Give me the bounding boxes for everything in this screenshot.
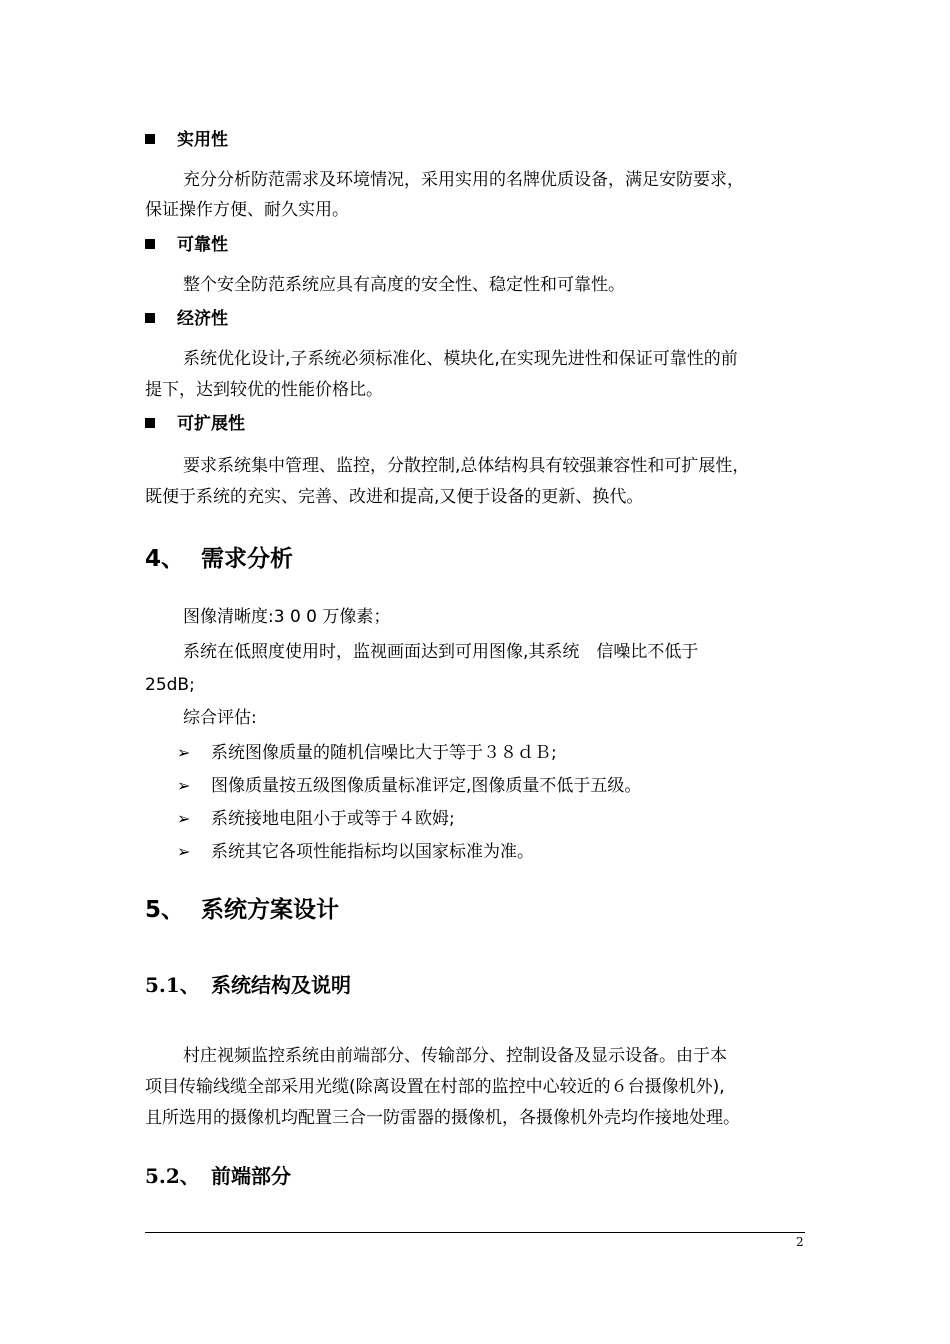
list-item: ➢ 系统图像质量的随机信噪比大于等于３８ｄＢ; [177,743,557,763]
paragraph-line: 既便于系统的充实、完善、改进和提高,又便于设备的更新、换代。 [145,487,644,507]
list-item: ➢ 系统其它各项性能指标均以国家标准为准。 [177,842,534,862]
paragraph-line: 整个安全防范系统应具有高度的安全性、稳定性和可靠性。 [183,275,625,295]
black-square-icon [145,134,155,144]
chapter-heading: 4、 需求分析 [145,546,293,572]
black-square-icon [145,239,155,249]
footer-divider [145,1232,805,1233]
section-heading: 5.1、 系统结构及说明 [145,973,351,997]
chapter-heading: 5、 系统方案设计 [145,897,339,923]
paragraph-line: 且所选用的摄像机均配置三合一防雷器的摄像机，各摄像机外壳均作接地处理。 [145,1108,740,1128]
paragraph-line: 提下，达到较优的性能价格比。 [145,380,383,400]
list-item: ➢ 图像质量按五级图像质量标准评定,图像质量不低于五级。 [177,776,642,796]
list-item: ➢ 系统接地电阻小于或等于４欧姆; [177,809,455,829]
paragraph-line: 项目传输线缆全部采用光缆(除离设置在村部的监控中心较近的６台摄像机外), [145,1077,725,1097]
arrowhead-icon: ➢ [177,776,191,795]
paragraph-line: 要求系统集中管理、监控，分散控制,总体结构具有较强兼容性和可扩展性， [183,456,750,476]
heading-economy: 经济性 [145,304,228,329]
paragraph-line: 村庄视频监控系统由前端部分、传输部分、控制设备及显示设备。由于本 [183,1046,727,1066]
paragraph-line: 系统优化设计,子系统必须标准化、模块化,在实现先进性和保证可靠性的前 [183,349,738,369]
paragraph-line: 25dB; [145,675,195,695]
black-square-icon [145,418,155,428]
black-square-icon [145,313,155,323]
heading-practicality: 实用性 [145,125,228,150]
heading-reliability: 可靠性 [145,230,228,255]
paragraph-line: 图像清晰度:3 0 0 万像素； [183,607,391,627]
section-heading: 5.2、 前端部分 [145,1164,291,1188]
page-number: 2 [796,1235,804,1249]
paragraph-line: 系统在低照度使用时，监视画面达到可用图像,其系统 信噪比不低于 [183,642,699,662]
arrowhead-icon: ➢ [177,743,191,762]
arrowhead-icon: ➢ [177,842,191,861]
paragraph-line: 充分分析防范需求及环境情况，采用实用的名牌优质设备，满足安防要求， [183,170,744,190]
arrowhead-icon: ➢ [177,809,191,828]
paragraph-line: 保证操作方便、耐久实用。 [145,200,349,220]
paragraph-line: 综合评估: [183,708,257,728]
heading-scalability: 可扩展性 [145,409,245,434]
